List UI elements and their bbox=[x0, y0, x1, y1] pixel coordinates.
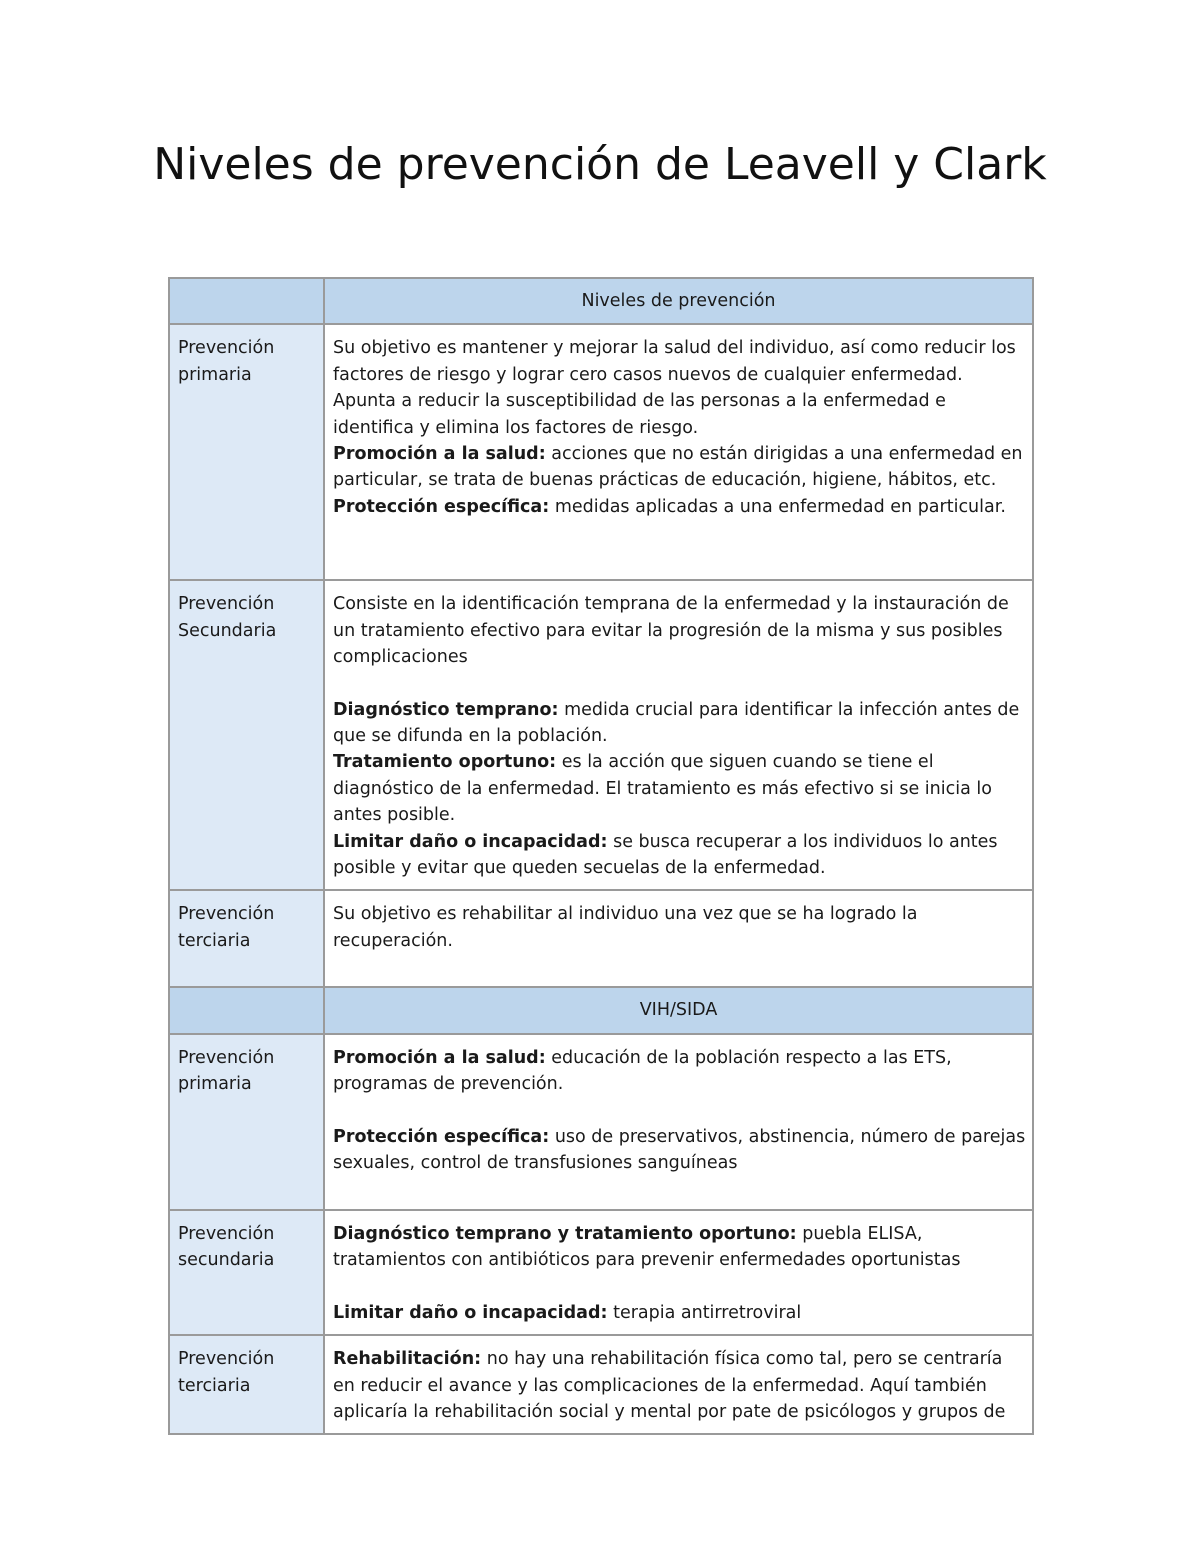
term: Protección específica: bbox=[333, 1126, 550, 1147]
term: Tratamiento oportuno: bbox=[333, 752, 557, 773]
header-blank-cell bbox=[169, 987, 324, 1033]
table-row bbox=[169, 1335, 1033, 1434]
term: Limitar daño o incapacidad: bbox=[333, 831, 608, 852]
header-blank-cell bbox=[169, 278, 324, 324]
page-title: Niveles de prevención de Leavell y Clark bbox=[153, 139, 1047, 190]
term: Promoción a la salud: bbox=[333, 444, 546, 465]
definition: es la acción que siguen cuando se tiene el diagnóstico de la enfermedad. El tratamiento es más efectivo si se inicia lo antes posible. bbox=[333, 752, 992, 826]
term: Promoción a la salud: bbox=[333, 1047, 546, 1068]
row-label: Prevención Secundaria bbox=[169, 580, 324, 890]
term: Diagnóstico temprano: bbox=[333, 699, 559, 720]
table-row bbox=[169, 1210, 1033, 1335]
row-content bbox=[324, 324, 1033, 580]
paragraph bbox=[333, 1346, 1026, 1425]
term: Limitar daño o incapacidad: bbox=[333, 1302, 608, 1323]
paragraph bbox=[333, 829, 1026, 882]
paragraph bbox=[333, 1124, 1026, 1177]
row-content bbox=[324, 1335, 1033, 1434]
term: Diagnóstico temprano y tratamiento oportuno: bbox=[333, 1223, 797, 1244]
paragraph: Su objetivo es rehabilitar al individuo una vez que se ha logrado la recuperación. bbox=[333, 904, 918, 951]
table-row bbox=[169, 580, 1033, 890]
definition: puebla ELISA, tratamientos con antibióticos para prevenir enfermedades oportunistas bbox=[333, 1223, 961, 1271]
row-content bbox=[324, 1210, 1033, 1335]
paragraph: Consiste en la identificación temprana de la enfermedad y la instauración de un tratamiento efectivo para evitar la progresión de la misma y sus posibles complicaciones bbox=[333, 594, 1009, 668]
row-content bbox=[324, 580, 1033, 890]
header-vih: VIH/SIDA bbox=[324, 987, 1033, 1033]
row-content bbox=[324, 890, 1033, 987]
definition: terapia antirretroviral bbox=[607, 1302, 802, 1323]
table-header-row bbox=[169, 278, 1033, 324]
paragraph bbox=[333, 697, 1026, 750]
term: Rehabilitación: bbox=[333, 1349, 482, 1370]
row-content bbox=[324, 1034, 1033, 1210]
definition: no hay una rehabilitación física como tal, pero se centraría en reducir el avance y las complicaciones de la enfermedad. Aquí también aplicaría la rehabilitación social y mental por pate de psicólogos y grupos de bbox=[333, 1349, 1006, 1422]
definition: educación de la población respecto a las ETS, programas de prevención. bbox=[333, 1047, 952, 1095]
definition: medida crucial para identificar la infección antes de que se difunda en la población. bbox=[333, 699, 1020, 747]
definition: medidas aplicadas a una enfermedad en particular. bbox=[549, 496, 1006, 517]
row-label: Prevención primaria bbox=[169, 324, 324, 580]
table-row bbox=[169, 1034, 1033, 1210]
paragraph bbox=[333, 749, 1026, 828]
prevention-table bbox=[168, 277, 1034, 1435]
row-label: Prevención secundaria bbox=[169, 1210, 324, 1335]
paragraph bbox=[333, 441, 1026, 494]
term: Protección específica: bbox=[333, 496, 550, 517]
table-header-row bbox=[169, 987, 1033, 1033]
definition: uso de preservativos, abstinencia, número de parejas sexuales, control de transfusiones sanguíneas bbox=[333, 1126, 1026, 1174]
row-label: Prevención terciaria bbox=[169, 890, 324, 987]
row-label: Prevención primaria bbox=[169, 1034, 324, 1210]
row-label: Prevención terciaria bbox=[169, 1335, 324, 1434]
header-niveles: Niveles de prevención bbox=[324, 278, 1033, 324]
paragraph bbox=[333, 494, 1026, 520]
paragraph bbox=[333, 1300, 1026, 1326]
paragraph bbox=[333, 1221, 1026, 1274]
paragraph bbox=[333, 1045, 1026, 1098]
definition: se busca recuperar a los individuos lo antes posible y evitar que queden secuelas de la enfermedad. bbox=[333, 831, 998, 879]
table-row bbox=[169, 324, 1033, 580]
table-row bbox=[169, 890, 1033, 987]
paragraph: Su objetivo es mantener y mejorar la salud del individuo, así como reducir los factores de riesgo y lograr cero casos nuevos de cualquier enfermedad. Apunta a reducir la susceptibilidad de las personas a la enfermedad e identifica y elimina los factores de riesgo. bbox=[333, 338, 1016, 438]
definition: acciones que no están dirigidas a una enfermedad en particular, se trata de buenas prácticas de educación, higiene, hábitos, etc. bbox=[333, 444, 1023, 491]
